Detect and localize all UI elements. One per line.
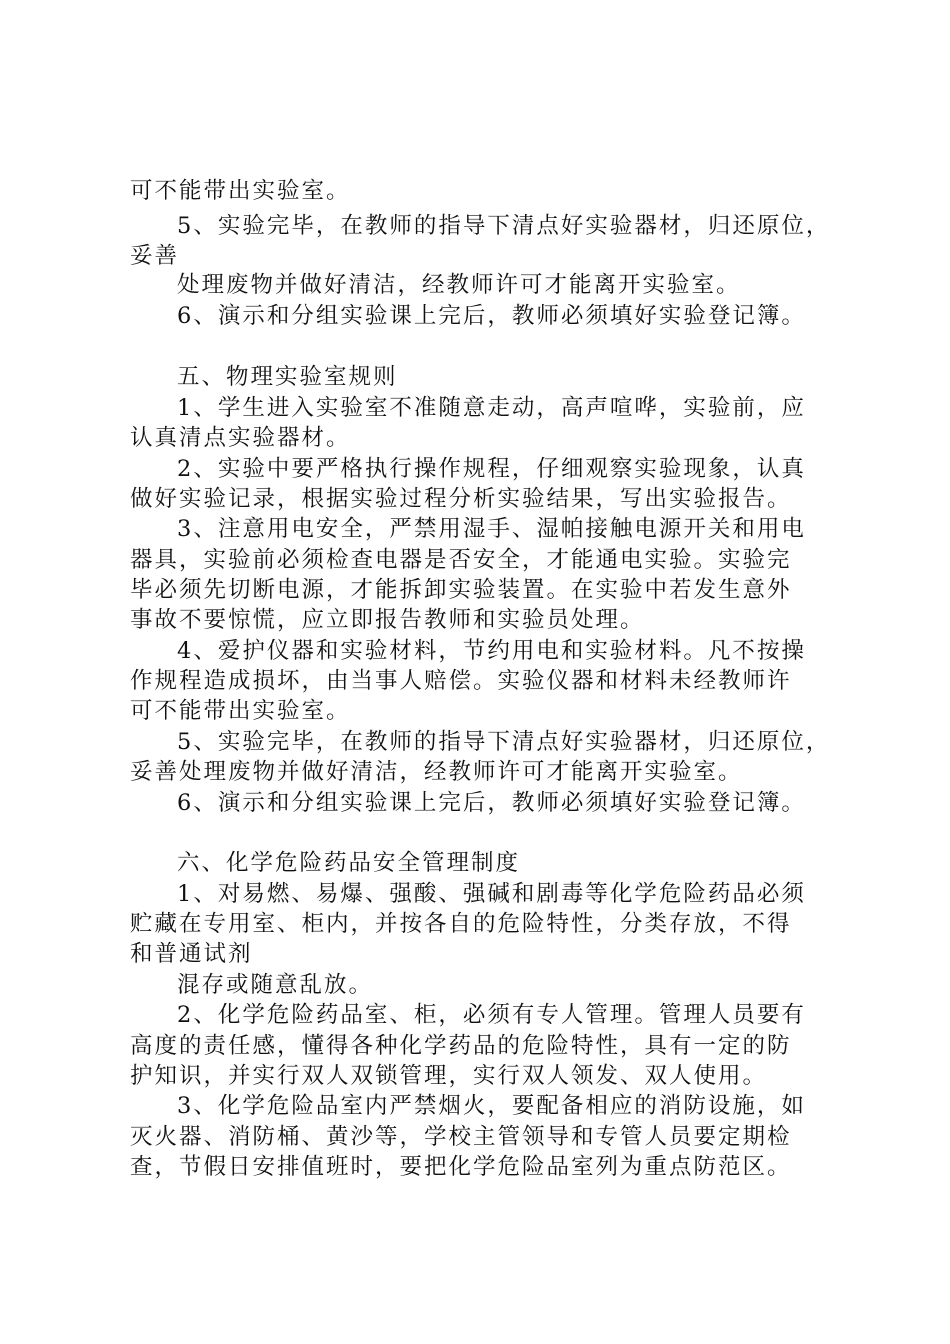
text-line: 护知识，并实行双人双锁管理，实行双人领发、双人使用。 [130, 1063, 768, 1089]
text-line: 和普通试剂 [130, 941, 253, 967]
text-line: 混存或随意乱放。 [177, 972, 374, 998]
text-line: 5、实验完毕，在教师的指导下清点好实验器材，归还原位， [177, 729, 831, 755]
text-line: 6、演示和分组实验课上完后，教师必须填好实验登记簿。 [177, 790, 806, 816]
text-line: 3、化学危险品室内严禁烟火，要配备相应的消防设施，如 [177, 1093, 806, 1119]
text-line: 5、实验完毕，在教师的指导下清点好实验器材，归还原位， [177, 213, 831, 239]
text-line: 毕必须先切断电源，才能拆卸实验装置。在实验中若发生意外 [130, 577, 792, 603]
text-line: 4、爱护仪器和实验材料，节约用电和实验材料。凡不按操 [177, 638, 806, 664]
text-line: 可不能带出实验室。 [130, 698, 351, 724]
text-line: 事故不要惊慌，应立即报告教师和实验员处理。 [130, 607, 645, 633]
text-line: 3、注意用电安全，严禁用湿手、湿帕接触电源开关和用电 [177, 516, 806, 542]
section-heading: 六、化学危险药品安全管理制度 [177, 850, 521, 876]
text-line: 做好实验记录，根据实验过程分析实验结果，写出实验报告。 [130, 486, 792, 512]
text-line: 器具，实验前必须检查电器是否安全，才能通电实验。实验完 [130, 547, 792, 573]
text-line: 高度的责任感，懂得各种化学药品的危险特性，具有一定的防 [130, 1033, 792, 1059]
text-line: 妥善处理废物并做好清洁，经教师许可才能离开实验室。 [130, 759, 743, 785]
text-line: 可不能带出实验室。 [130, 178, 351, 204]
section-heading: 五、物理实验室规则 [177, 364, 398, 390]
text-line: 6、演示和分组实验课上完后，教师必须填好实验登记簿。 [177, 303, 806, 329]
text-line: 2、实验中要严格执行操作规程，仔细观察实验现象，认真 [177, 456, 806, 482]
text-line: 处理废物并做好清洁，经教师许可才能离开实验室。 [177, 272, 741, 298]
text-line: 作规程造成损坏，由当事人赔偿。实验仪器和材料未经教师许 [130, 668, 792, 694]
text-line: 灭火器、消防桶、黄沙等，学校主管领导和专管人员要定期检 [130, 1124, 792, 1150]
text-line: 2、化学危险药品室、柜，必须有专人管理。管理人员要有 [177, 1002, 806, 1028]
text-line: 查，节假日安排值班时，要把化学危险品室列为重点防范区。 [130, 1154, 792, 1180]
text-line: 1、对易燃、易爆、强酸、强碱和剧毒等化学危险药品必须 [177, 881, 806, 907]
text-line: 1、学生进入实验室不准随意走动，高声喧哗，实验前，应 [177, 395, 806, 421]
text-line: 认真清点实验器材。 [130, 425, 351, 451]
text-line: 妥善 [130, 243, 180, 269]
text-line: 贮藏在专用室、柜内，并按各自的危险特性，分类存放，不得 [130, 911, 792, 937]
